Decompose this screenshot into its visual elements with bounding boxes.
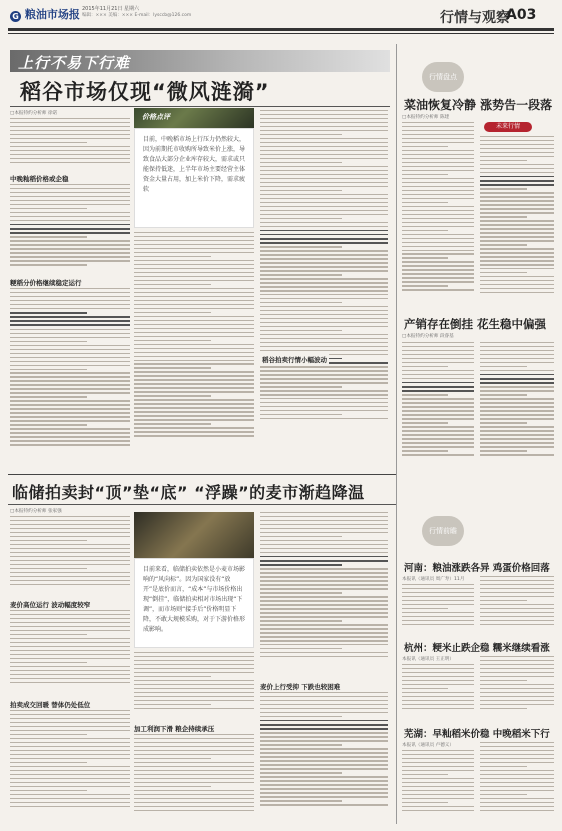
article1-quote: 目前，中晚稻市场上行压力仍然较大，因为前期托市收购所导致米价上涨，导致食品大部分企业库存较大，需求或只能保持低迷，上半年市场主要经营主体资金大量占用，加上米价下降，需求疲软 [143, 136, 245, 193]
article1-body-col3 [260, 110, 388, 466]
article2-quote: 目前来看，临储拍卖依然是小麦市场影响的“风向标”。因为国家没有“放开”是底价而言，“成本”与市场价格出现“倒挂”，临储拍卖相对市场出现“下调”，而市场则“接手后”价格明显下降，不敢大规模采购，对于下游价格形成影响。 [143, 566, 245, 633]
regional-byline-1: 本报讯（通讯员 周广寿）11月 [402, 577, 465, 582]
article2-body-col1a [10, 516, 130, 596]
article4-subhead: 稻谷拍卖行情小幅波动 [262, 356, 327, 364]
logo [10, 6, 80, 22]
regional-body-3b [480, 742, 554, 824]
article2-body-col1b [10, 610, 130, 696]
article1-title-rule [10, 106, 390, 107]
article1-sidebar-tag: 价格点评 [142, 113, 170, 121]
article3-body-col1 [402, 122, 474, 308]
regional-body-3a [402, 750, 474, 824]
info-line: 编辑：××× 美编：××× E-mail：lysccb@126.com [82, 13, 192, 18]
article4-body-col2 [480, 342, 554, 466]
article3-body-col2 [480, 136, 554, 308]
article3-tag: 行情盘点 [429, 72, 457, 81]
article1-body-col1c [10, 288, 130, 466]
regional-byline-2: 本报讯（通讯员 王正明） [402, 657, 454, 662]
article2-subhead-4: 加工利润下滑 粮企持续承压 [134, 725, 215, 733]
regional-tag-circle [422, 516, 464, 546]
section-title: 行情与观察 [440, 10, 510, 26]
article1-body-col1b [10, 184, 130, 274]
article1-quote-box [134, 128, 254, 228]
regional-tag: 行情前瞻 [429, 526, 457, 535]
column-divider [396, 44, 397, 824]
regional-headline-3: 芜湖：早籼稻米价稳 中晚稻米下行 [404, 729, 550, 740]
article4-byline: □本报特约分析师 段睿基 [402, 334, 454, 339]
article2-body-col2b [134, 734, 254, 824]
article2-body-col3a [260, 512, 388, 678]
article2-subhead-2: 拍卖成交回暖 替体仍处低位 [10, 701, 91, 709]
page-number: A03 [506, 7, 537, 23]
article2-title: 临储拍卖封“顶”垫“底” “浮躁”的麦市渐趋降温 [12, 483, 365, 502]
article2-byline: □本报特约分析师 张家强 [10, 509, 62, 514]
logo-text: 粮油市场报 [24, 8, 80, 21]
article3-pill: 未来行情 [484, 122, 532, 132]
article1-subhead-1: 中晚籼稻价格或企稳 [10, 175, 69, 183]
masthead-rule [8, 28, 554, 31]
article1-title: 稻谷市场仅现“微风涟漪” [20, 80, 270, 104]
kicker-text: 上行不易下行难 [18, 54, 131, 72]
article1-body-col1 [10, 118, 130, 170]
regional-body-1b [480, 576, 554, 632]
article4-body-col1 [402, 342, 474, 466]
regional-headline-2: 杭州：粳米止跌企稳 糯米继续看涨 [404, 643, 550, 654]
article3-tag-circle [422, 62, 464, 92]
regional-headline-1: 河南：粮油涨跌各异 鸡蛋价格回落 [404, 563, 550, 574]
article2-photo [134, 512, 254, 558]
regional-body-2b [480, 656, 554, 718]
article1-kicker [10, 50, 390, 72]
article1-body-col2 [134, 232, 254, 466]
article2-subhead-1: 麦价高位运行 波动幅度较窄 [10, 601, 91, 609]
logo-mark-icon: G [10, 11, 21, 22]
article2-subhead-3: 麦价上行受抑 下跌也较困难 [260, 683, 341, 691]
article3-title: 菜油恢复冷静 涨势告一段落 [404, 98, 553, 112]
article2-body-col3b [260, 692, 388, 824]
date-line: 2015年11月21日 星期六 [82, 6, 140, 12]
section-divider [8, 474, 396, 475]
regional-byline-3: 本报讯（通讯员 卢德义） [402, 743, 454, 748]
masthead [0, 0, 562, 44]
article1-subhead-2: 粳稻分价格继续稳定运行 [10, 279, 82, 287]
article2-quote-box [134, 558, 254, 648]
regional-body-1a [402, 584, 474, 632]
article3-byline: □本报特约分析师 陈建 [402, 115, 450, 120]
article2-body-col2a [134, 652, 254, 720]
article4-title: 产销存在倒挂 花生稳中偏强 [404, 317, 547, 331]
article2-title-rule [8, 504, 396, 505]
article2-body-col1c [10, 710, 130, 824]
article1-byline: □本报特约分析师 徐诺 [10, 111, 58, 116]
regional-body-2a [402, 664, 474, 718]
masthead-subrule [8, 33, 554, 34]
